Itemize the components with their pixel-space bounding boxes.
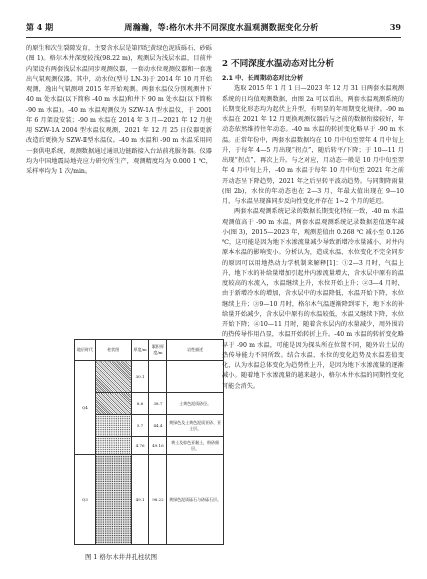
lithology-cell: 黄绿色及土黄色泥质亚砂、亚土层。: [167, 415, 224, 437]
column-pattern: [95, 361, 131, 393]
column-pattern: [95, 437, 131, 455]
table-header-row: [75, 340, 224, 361]
issue-number: 第 4 期: [26, 21, 54, 32]
header-column: 柱状图: [95, 340, 131, 361]
header-thickness: 厚度/m: [131, 340, 149, 361]
left-paragraph: 的原生和次生裂隙发育，主要含水层是第四纪黄绿色泥质砾石、砂砾(图 1)。格尔木井深度较浅(98.22 m)，观测层为浅层水温，目前井内架设有两套浅层水温同步观测仪器，一套动水位观测仪器和一套逸出气氡观测仪器。其中，动水位(型号 LN-3)于 2014 年 10 月开始观测，逸出气氡测项 2015 年开始观测。两套水温仪分别观测井下 40 m 处水温(以下简称 -40 m 水温)和井下 90 m 处水温(以下简称 -90 m 水温)。-40 m 水温观测仪为 SZW-1A 型水温仪，于 2001 年 6 月架设安装；-90 m 水温在 2014 年 3 月—2021 年 12 月使用 SZW-1A 2004 型水温仪观测，2021 年 12 月 25 日仪器更新改造后更换为 SZW-Ⅱ型水温仪。-40 m 水温和 -90 m 水温采用同一套供电系统，观测数据通过通讯边链路接入台站前兆服务器。仪器均为中国地震局地壳应力研究所生产，观测精度均为 0.000 1 ℃，采样率均为 1 次/min。: [26, 45, 212, 175]
lithology-cell: 土黄色泥质砂径。: [167, 393, 224, 415]
cumulative-cell: 38.7: [149, 393, 167, 415]
running-header: [26, 20, 401, 34]
cumulative-cell: 98.22: [149, 455, 167, 545]
lithology-cell: 黄土及棕色亚黏土，粉砂细层。: [167, 437, 224, 455]
age-cell-q3: Q3: [75, 455, 96, 545]
running-title: 周瀚瀚，等:格尔木井不同深度水温观测数据变化分析: [124, 21, 319, 32]
column-pattern: [95, 393, 131, 415]
table-row: [75, 415, 224, 437]
borehole-column-figure: [74, 339, 224, 545]
subsection-title: 2.1 中、长周期动态对比分析: [222, 75, 304, 82]
table-row: [75, 455, 224, 545]
header-rule: [26, 37, 401, 38]
header-age: 地层时代: [75, 340, 96, 361]
header-lithology: 岩性描述: [167, 340, 224, 361]
body-paragraph: 两套水温观测系统记录的数据长期变化特征一致，-40 m 水温观测值高于 -90 m 水温，两套水温观测系统记录数据差值逐年减小(图 3)，2015—2023 年，观测差值由 0.268 ℃ 减小至 0.126 ℃，这可能是因为地下水渗流量减少导致新增冷水量减小，对井内原本水温的影响变小。分析认为，造成水温、水位变化不完全同步的原因可以用地热动力学机制来解释[1]：①2—3 月时，气温上升，地下水的补给量增加引起井内渗流量增大，含水层中原有的温度较高的水流入，水温继续上升，水位开始上升；②3—4 月时，由于新增冷水的增加，含水层中的水温降低，水温开始下降，水位继续上升；③9—10 月时，格尔木气温逐渐降到零下，地下水的补给量开始减少，含水层中原有的水温较低，水温又继续下降，水位开始下降；④10—11 月时，随着含水层内的水量减少，周外围岩的热传导作用凸显，水温开始转折上升。-40 m 水温的转折变化略早于 -90 m 水温，可能是因为探头所在位置不同，随外岩土层的热传导能力不同所致。结合水温、水位的变化趋势及水温差值变化，认为水温总体变化为趋势性上升，是因为地下水渗流量的逐渐减小。随着地下水渗流量的越来越小，格尔木井水温的同期性变化可能会消失。: [222, 208, 404, 390]
age-cell-q4: Q4: [75, 361, 96, 455]
borehole-table: [74, 339, 224, 545]
header-cumulative: 累积厚度/m: [149, 340, 167, 361]
left-column: [26, 44, 212, 177]
thickness-cell: 4.76: [131, 437, 149, 455]
column-pattern: [95, 455, 131, 545]
cumulative-cell: 49.16: [149, 437, 167, 455]
cumulative-cell: 44.4: [149, 415, 167, 437]
cumulative-cell: [149, 361, 167, 393]
table-row: [75, 393, 224, 415]
lithology-cell: [167, 361, 224, 393]
right-column: [222, 44, 404, 392]
section-title: 2 不同深度水温动态对比分析: [222, 59, 335, 69]
thickness-cell: 5.7: [131, 415, 149, 437]
table-row: [75, 361, 224, 393]
table-row: [75, 437, 224, 455]
figure-caption: 图 1 格尔木井井孔柱状图: [84, 553, 158, 561]
thickness-cell: 30.1: [131, 361, 149, 393]
body-paragraph: 选取 2015 年 1 月 1 日—2023 年 12 月 31 日两套水温观测系统的日均值观测数据，由图 2a 可以看出，两套水温观测系统的长期变化形态均为起伏上升型，有明显的年周期变化规律。-90 m 水温在 2021 年 12 月更换观测仪器后与之前的数据衔接较好，年动态依然维持往年动态。-40 m 水温的转折变化略早于 -90 m 水温。正常年份中，两套水温数据均在 10 月中旬至翌年 4 月中旬上升，于每年 4—5 月出现“拐点”，随后转平/下降；于 10—11 月出现“拐点”，再次上升。与之对应，月动态一般是 10 月中旬至翌年 4 月中旬上升，-40 m 水温于每年 10 月中旬至 2021 年之前开动态呈下降趋势，2021 年之后呈转平波动趋势。与同期降雨量(图 2b)，水位的年动态也在 2—3 月，年最大值出现在 9—10 月，与水温呈现准同步反向性变化并存在 1~2 个月的延迟。: [222, 85, 404, 205]
thickness-cell: 8.6: [131, 393, 149, 415]
page-number: 39: [389, 22, 401, 32]
lithology-cell: 黄绿色泥质砾石与砂砾石层。: [167, 455, 224, 545]
thickness-cell: 49.1: [131, 455, 149, 545]
column-pattern: [95, 415, 131, 437]
